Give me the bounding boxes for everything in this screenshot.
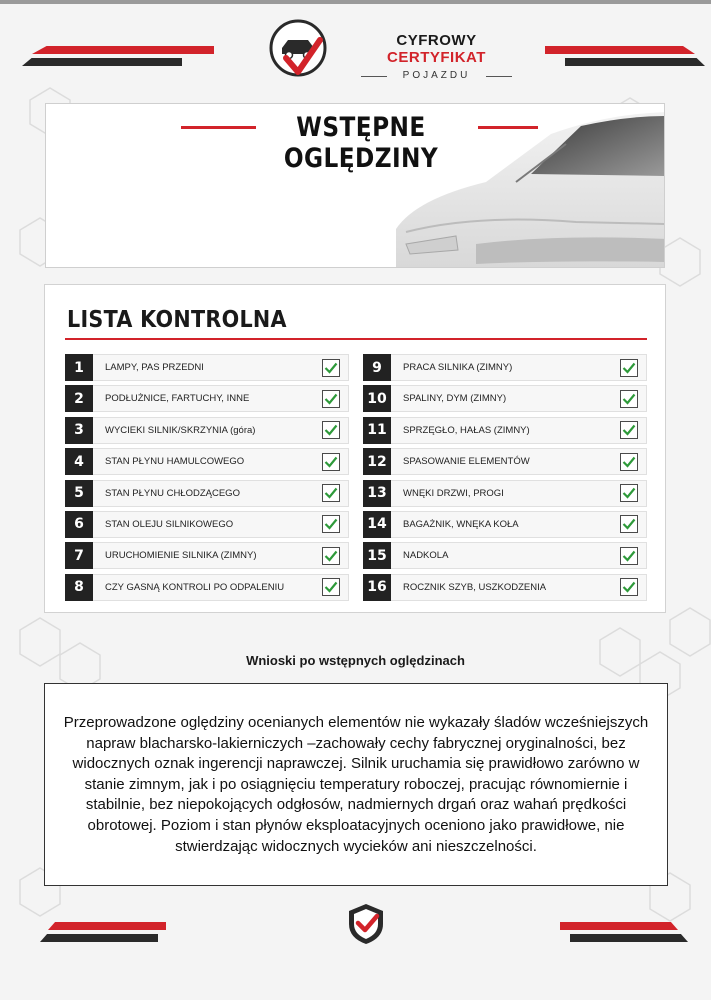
item-number: 10 [363,385,391,412]
checklist-item [363,511,647,538]
item-label: LAMPY, PAS PRZEDNI [105,362,204,373]
right-stripe-dark [565,58,705,66]
item-number: 16 [363,574,391,601]
checklist-item [65,574,349,601]
item-number: 11 [363,417,391,444]
checklist-item [65,354,349,381]
checklist-item [363,574,647,601]
checklist-item [65,385,349,412]
checklist-item [363,417,647,444]
item-label: BAGAŻNIK, WNĘKA KOŁA [403,518,519,530]
certificate-footer [0,900,711,960]
checkmark-icon [322,515,340,533]
car-front-image [376,104,665,268]
item-label: PODŁUŻNICE, FARTUCHY, INNE [105,393,250,405]
footer-right-stripe-dark [570,934,688,942]
banner-title: WSTĘPNE OGLĘDZINY [283,112,439,174]
item-label: URUCHOMIENIE SILNIKA (ZIMNY) [105,550,257,562]
checklist-item [363,385,647,412]
item-number: 4 [65,448,93,475]
item-label: SPALINY, DYM (ZIMNY) [403,393,507,405]
item-number: 15 [363,542,391,569]
checklist-title: LISTA KONTROLNA [67,307,287,333]
item-label: STAN PŁYNU HAMULCOWEGO [105,456,245,468]
checklist-card [44,284,666,613]
item-number: 8 [65,574,93,601]
checklist-item [363,480,647,507]
checkmark-icon [322,390,340,408]
banner-line-left [181,126,256,129]
footer-right-stripe-red [560,922,678,930]
right-stripe-red [545,46,695,54]
checkmark-icon [620,547,638,565]
brand-wordmark [349,32,524,81]
item-number: 2 [65,385,93,412]
item-number: 5 [65,480,93,507]
left-stripe-red [32,46,214,54]
checkmark-icon [322,453,340,471]
checklist-title-rule [65,338,647,340]
checklist-item [65,542,349,569]
checkmark-icon [322,484,340,502]
checkmark-icon [620,515,638,533]
checkmark-icon [620,453,638,471]
shield-check-icon [346,902,386,946]
checklist-item [65,511,349,538]
checklist-item [363,354,647,381]
checkmark-icon [620,390,638,408]
brand-title-part1: CYFROWY [396,32,477,49]
item-label: SPRZĘGŁO, HAŁAS (ZIMNY) [403,424,530,436]
item-label: STAN OLEJU SILNIKOWEGO [105,518,234,530]
shield-car-logo-icon [268,18,328,82]
item-number: 3 [65,417,93,444]
checkmark-icon [620,359,638,377]
item-number: 1 [65,354,93,381]
checkmark-icon [620,484,638,502]
conclusions-text: Przeprowadzone oględziny ocenianych elementów nie wykazały śladów wcześniejszych napraw blacharsko-lakierniczych –zachowały cechy fabrycznej oryginalności, bez widocznych oznak ingerencji naprawczej. Silnik uruchamia się prawidłowo zarówno w stanie zimnym, jak i po osiągnięciu temperatury roboczej, pracując równomiernie i stabilnie, bez niepokojących odgłosów, nadmiernych drgań oraz wahań prędkości obrotowej. Poziom i stan płynów eksploatacyjnych oceniono jako prawidłowe, nie stwierdzając widocznych wycieków ani nieszczelności. [44,683,668,886]
checklist-item [65,480,349,507]
checklist-item [363,542,647,569]
item-label: ROCZNIK SZYB, USZKODZENIA [403,581,547,593]
certificate-header [0,8,711,90]
checkmark-icon [322,578,340,596]
item-label: SPASOWANIE ELEMENTÓW [403,456,530,468]
item-number: 6 [65,511,93,538]
left-stripe-dark [22,58,182,66]
brand-subtitle: POJAZDU [349,70,524,81]
item-label: WNĘKI DRZWI, PROGI [403,487,504,499]
item-number: 12 [363,448,391,475]
checklist-item [65,417,349,444]
conclusions-heading: Wnioski po wstępnych oględzinach [246,653,465,668]
checkmark-icon [322,359,340,377]
item-label: PRACA SILNIKA (ZIMNY) [403,362,513,373]
item-label: NADKOLA [403,550,449,562]
footer-left-stripe-dark [40,934,158,942]
item-label: WYCIEKI SILNIK/SKRZYNIA (góra) [105,424,256,436]
checkmark-icon [322,421,340,439]
brand-title [349,32,524,66]
checklist-item [363,448,647,475]
item-number: 9 [363,354,391,381]
footer-left-stripe-red [48,922,166,930]
checkmark-icon [620,421,638,439]
checkmark-icon [322,547,340,565]
checkmark-icon [620,578,638,596]
item-number: 14 [363,511,391,538]
checklist-item [65,448,349,475]
item-label: CZY GASNĄ KONTROLI PO ODPALENIU [105,581,285,593]
item-number: 7 [65,542,93,569]
inspection-banner [45,103,665,268]
checklist-column-right [363,354,647,605]
item-label: STAN PŁYNU CHŁODZĄCEGO [105,487,240,499]
top-border [0,0,711,4]
brand-title-accent: CERTYFIKAT [387,49,486,66]
checklist-column-left [65,354,349,605]
item-number: 13 [363,480,391,507]
